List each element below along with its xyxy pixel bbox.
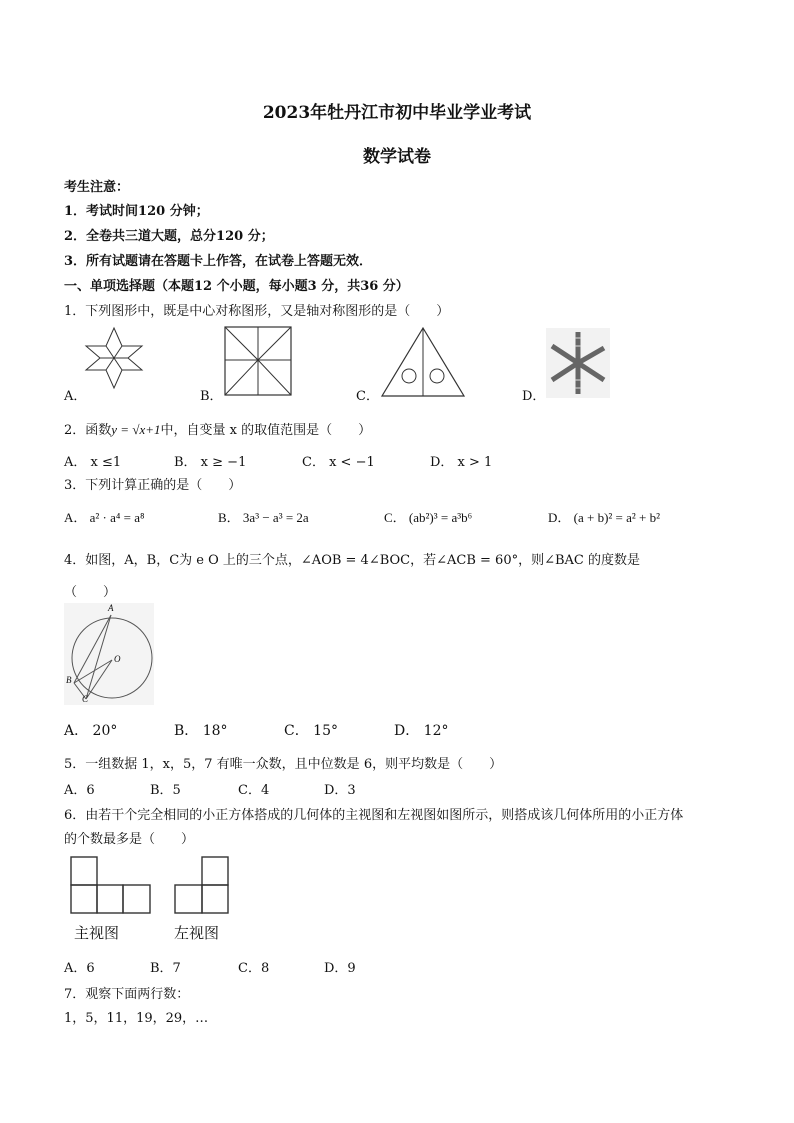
q3-option-b: B． 3a³ − a³ = 2a [218,510,309,525]
section-heading: 一、单项选择题（本题12 个小题，每小题3 分，共36 分） [64,279,409,294]
q3-stem: 3．下列计算正确的是（ ） [64,478,242,493]
q6-option-d: D．9 [324,961,356,976]
q4-point-c: C [82,694,89,704]
q6-stem-line2: 的个数最多是（ ） [64,832,195,847]
q2-option-b: B． x ≥ −1 [174,455,247,470]
q2-stem-expr: y = √x+1 [111,422,161,437]
q4-option-b: B． 18° [174,723,228,739]
exam-subtitle: 数学试卷 [363,147,431,167]
q1-label-d: D． [522,389,546,404]
q2-option-a: A． x ≤1 [64,455,122,470]
exam-title: 2023年牡丹江市初中毕业学业考试 [262,103,532,123]
q6-front-view-label: 主视图 [74,924,120,942]
q1-figure-d [546,328,610,398]
q4-stem: 4．如图，A，B，C为 e O 上的三个点，∠AOB = 4∠BOC，若∠ACB = 60°，则∠BAC 的度数是 [64,553,641,568]
q5-option-a: A．6 [64,783,95,798]
q1-stem: 1．下列图形中，既是中心对称图形，又是轴对称图形的是（ ） [64,304,450,319]
q6-stem-line1: 6．由若干个完全相同的小正方体搭成的几何体的主视图和左视图如图所示，则搭成该几何体所用的小正方体 [64,808,684,823]
q2-stem [64,419,371,438]
q3-option-a: A． a² · a⁴ = a⁸ [64,510,145,525]
notice-item-3: 3．所有试题请在答题卡上作答，在试卷上答题无效． [64,254,373,269]
q6-option-b: B．7 [150,961,181,976]
q4-point-a: A [108,603,114,613]
q6-left-view [174,856,230,914]
q4-option-d: D． 12° [394,723,449,739]
q2-stem-post: 中，自变量 x 的取值范围是（ ） [160,423,372,438]
q4-figure [64,603,154,705]
q2-stem-pre: 2．函数 [64,423,112,438]
q3-option-d: D． (a + b)² = a² + b² [548,510,661,525]
q5-option-c: C．4 [238,783,270,798]
q4-option-c: C． 15° [284,723,338,739]
q3-option-c: C． (ab²)³ = a³b⁶ [384,510,473,525]
q6-option-c: C．8 [238,961,270,976]
notice-item-2: 2．全卷共三道大题，总分120 分； [64,229,274,244]
notice-item-1: 1．考试时间120 分钟； [64,204,209,219]
q7-stem: 7．观察下面两行数： [64,987,190,1002]
q6-left-view-label: 左视图 [174,924,220,942]
q1-label-b: B． [200,389,223,404]
q1-label-a: A． [64,389,87,404]
q5-stem: 5．一组数据 1，x，5，7 有唯一众数，且中位数是 6，则平均数是（ ） [64,757,503,772]
q2-option-c: C． x < −1 [302,455,375,470]
q2-option-d: D． x > 1 [430,455,493,470]
q1-figure-c [380,326,466,398]
q4-point-o: O [114,654,121,664]
q1-label-c: C． [356,389,379,404]
q5-option-d: D．3 [324,783,356,798]
q7-row1: 1，5，11，19，29，… [64,1011,209,1026]
q4-point-b: B [66,675,72,685]
notice-heading: 考生注意： [64,180,130,195]
q6-front-view [70,856,152,914]
q4-paren: （ ） [64,585,117,600]
q4-option-a: A． 20° [64,723,118,739]
q6-option-a: A．6 [64,961,95,976]
q5-option-b: B．5 [150,783,181,798]
q1-figure-b [224,326,292,396]
q1-figure-a [84,326,144,390]
